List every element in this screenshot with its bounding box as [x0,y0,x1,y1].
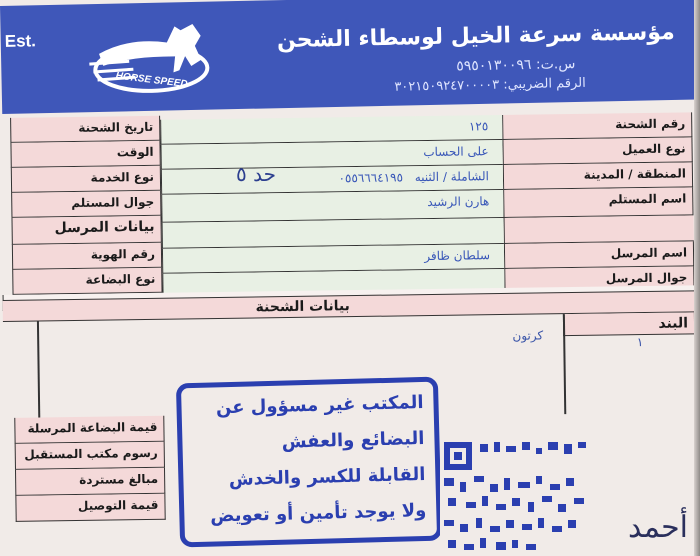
tax-number: الرقم الضريبي: ٣٠٢١٥٠٩٢٤٧٠٠٠٠٣ [394,75,586,95]
refunded-amounts-label: مبالغ مستردة [15,468,165,496]
shipment-no-label: رقم الشحنة [502,112,692,140]
sender-data-label: بيانات المرسل [11,216,161,245]
region-phone: ٠٥٥٦٦٦٤١٩٥ [338,170,404,186]
region-text: الشاملة / الثنيه [414,169,490,185]
sender-phone-label: جوال المرسل [504,266,694,294]
cr-number: س.ت: ٥٩٥٠١٣٠٠٩٦ [456,55,576,75]
stamp-line-1: المكتب غير مسؤول عن [215,391,424,419]
delivery-value-label: قيمة التوصيل [15,494,165,522]
stamp-line-3: القابلة للكسر والخدش [228,463,426,491]
goods-type-label: نوع البضاعة [12,268,162,295]
receipt-header [0,0,696,114]
item-col-label: البند [563,312,695,336]
item-description: كرتون [512,328,544,343]
logo-text: HORSE SPEED [115,70,189,91]
region-label: المنطقة / المدينة [503,162,693,190]
time-label: الوقت [10,141,160,168]
items-section-title: بيانات الشحنة [255,298,350,316]
receiver-office-fees-label: رسوم مكتب المستقبل [15,442,165,470]
stamp-line-4: ولا يوجد تأمين أو تعويض [209,499,427,527]
service-type-label: نوع الخدمة [11,166,161,193]
customer-type-label: نوع العميل [502,137,692,165]
items-left-border [37,321,40,421]
receiver-name-label: اسم المستلم [503,187,693,218]
shipment-date-label: تاريخ الشحنة [10,116,160,143]
receiver-name-value: هارن الرشيد [161,190,503,223]
est-label: Est. [4,31,37,51]
company-name: مؤسسة سرعة الخيل لوسطاء الشحن [276,19,675,54]
qr-code-icon [440,438,590,556]
blank-label-row [504,215,694,244]
horse-logo-icon [88,15,220,106]
sender-name-label: اسم المرسل [504,241,694,269]
item-number: ١ [636,335,644,350]
sender-name-value: سلطان ظافر [162,244,504,274]
customer-type-value: على الحساب [160,140,502,170]
stamp-line-2: البضائع والعفش [281,427,425,453]
signature: أحمد [628,510,688,545]
paper-edge [694,0,700,556]
receiver-phone-label: جوال المستلم [11,191,161,218]
goods-value-label: قيمة البضاعة المرسلة [14,416,164,444]
id-number-label: رقم الهوية [12,243,162,270]
handwritten-note: حد ٥ [236,162,276,186]
shipment-no-value: ١٢٥ [160,115,502,145]
disclaimer-stamp [176,377,442,548]
